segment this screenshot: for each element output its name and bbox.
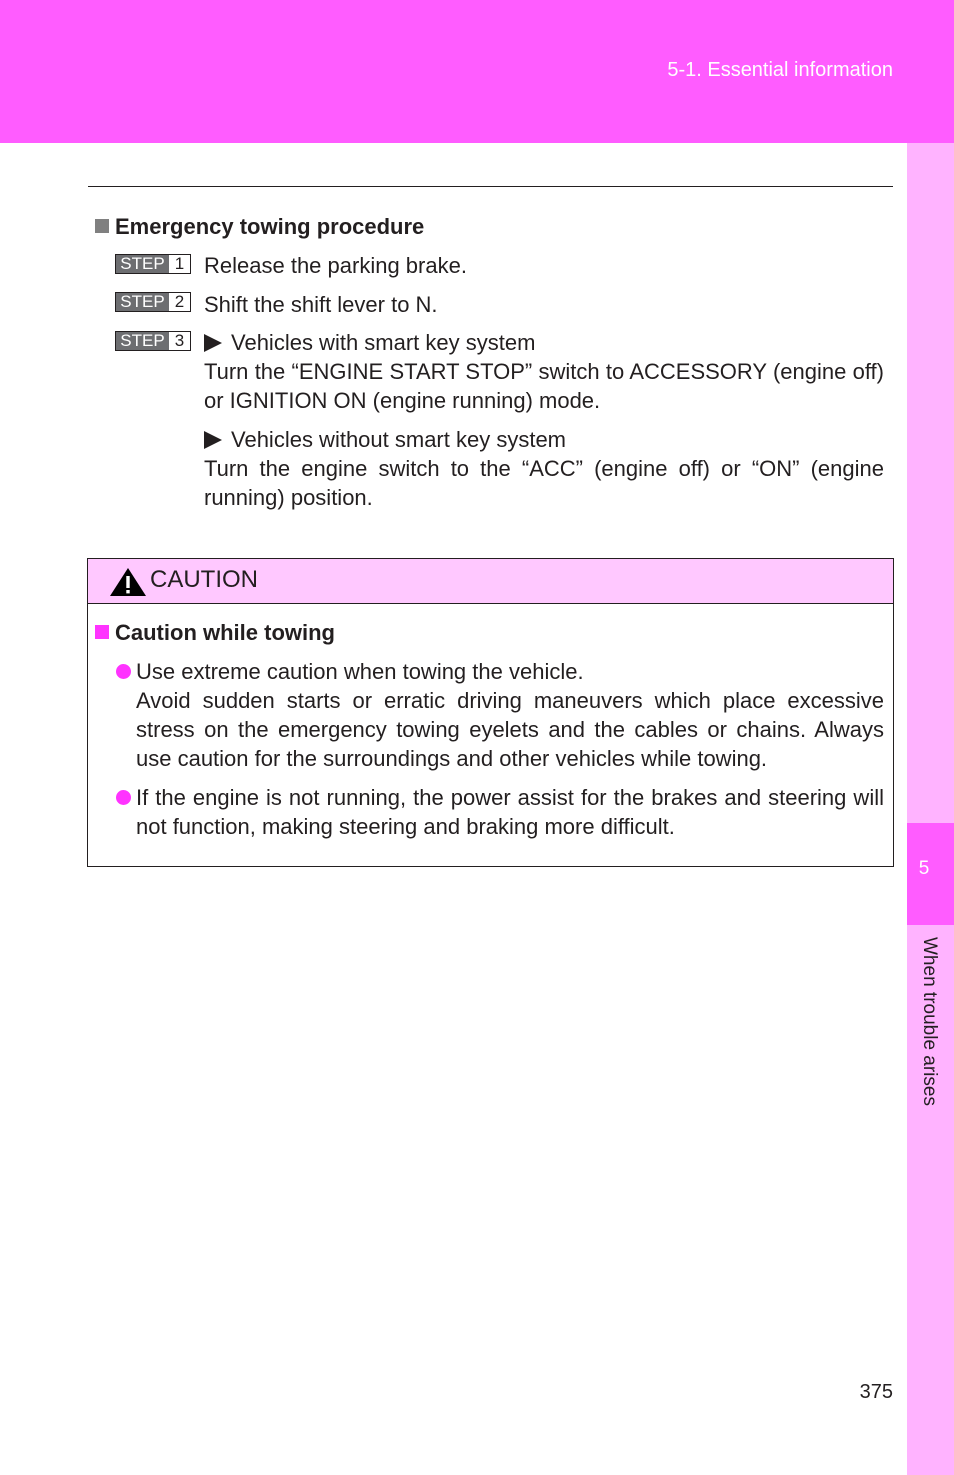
caution-title: CAUTION bbox=[150, 566, 258, 593]
header-section-title: 5-1. Essential information bbox=[667, 59, 893, 81]
procedure-heading bbox=[95, 214, 424, 240]
step-number: 1 bbox=[169, 255, 190, 273]
caution-subheading-text: Caution while towing bbox=[115, 620, 335, 645]
caution-item-2: If the engine is not running, the power assist for the brakes and steering will not function, making steering and braking more difficult. bbox=[136, 785, 884, 839]
square-bullet-icon bbox=[95, 219, 109, 233]
warning-icon bbox=[109, 567, 147, 597]
top-divider bbox=[88, 186, 893, 187]
variant-text: Turn the engine switch to the “ACC” (engine off) or “ON” (engine running) position. bbox=[204, 456, 884, 510]
caution-item-1 bbox=[136, 657, 884, 773]
variant-heading-text: Vehicles with smart key system bbox=[231, 330, 536, 355]
page-number: 375 bbox=[859, 1381, 893, 1403]
step-text-1: Release the parking brake. bbox=[204, 253, 467, 278]
step-label-3 bbox=[115, 331, 191, 351]
step-number: 2 bbox=[169, 293, 190, 311]
variant-heading bbox=[204, 328, 884, 357]
caution-header bbox=[88, 559, 893, 604]
step-number: 3 bbox=[169, 332, 190, 350]
triangle-right-icon bbox=[204, 334, 222, 352]
chapter-title: When trouble arises bbox=[919, 937, 940, 1106]
side-tab bbox=[907, 143, 954, 1475]
step-word: STEP bbox=[116, 293, 169, 311]
step-label-1 bbox=[115, 254, 191, 274]
variant-heading-text: Vehicles without smart key system bbox=[231, 427, 567, 452]
step-text-2: Shift the shift lever to N. bbox=[204, 292, 438, 317]
square-bullet-icon bbox=[95, 625, 109, 639]
step-3-variant-smart-key bbox=[204, 328, 884, 415]
procedure-heading-text: Emergency towing procedure bbox=[115, 214, 425, 239]
variant-text: Turn the “ENGINE START STOP” switch to ACCESSORY (engine off) or IGNITION ON (engine running) mode. bbox=[204, 359, 884, 413]
step-3-variant-no-smart-key bbox=[204, 425, 884, 512]
circle-bullet-icon bbox=[116, 664, 131, 679]
triangle-right-icon bbox=[204, 431, 222, 449]
caution-subheading bbox=[95, 620, 335, 646]
circle-bullet-icon bbox=[116, 790, 131, 805]
chapter-number: 5 bbox=[918, 858, 930, 879]
step-label-2 bbox=[115, 292, 191, 312]
caution-item-lead: Use extreme caution when towing the vehicle. bbox=[136, 659, 584, 684]
step-word: STEP bbox=[116, 332, 169, 350]
caution-item-text: Avoid sudden starts or erratic driving maneuvers which place excessive stress on the emergency towing eyelets and the cables or chains. Always use caution for the surroundings and other vehicles while towing. bbox=[136, 688, 884, 771]
step-word: STEP bbox=[116, 255, 169, 273]
variant-heading bbox=[204, 425, 884, 454]
